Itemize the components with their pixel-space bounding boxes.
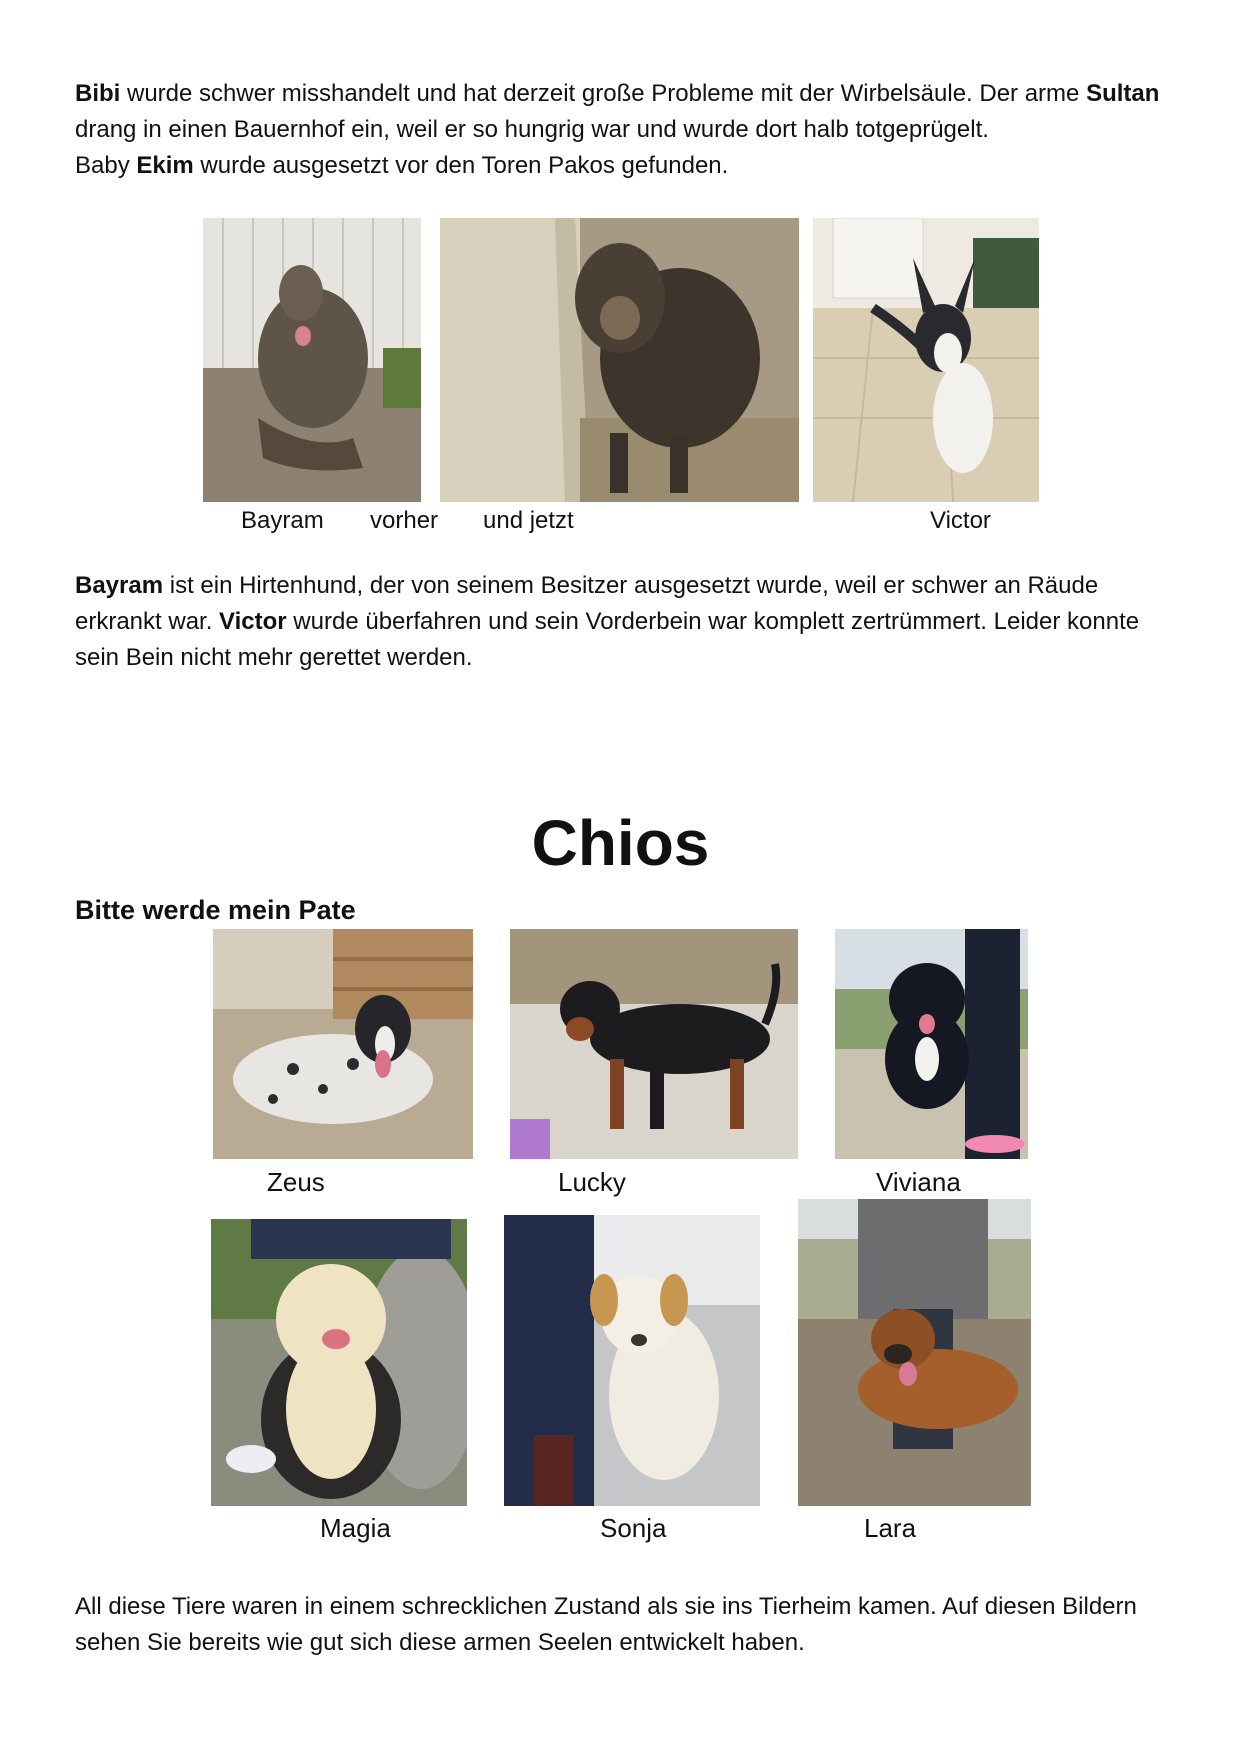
name-bibi: Bibi bbox=[75, 80, 121, 107]
photo-sonja bbox=[504, 1215, 760, 1506]
caption-bayram: Bayram bbox=[241, 507, 324, 534]
photo-bayram-before bbox=[203, 218, 421, 502]
name-ekim: Ekim bbox=[136, 152, 194, 179]
caption-sonja: Sonja bbox=[600, 1513, 667, 1543]
photo-lara bbox=[798, 1199, 1031, 1506]
caption-lara: Lara bbox=[864, 1513, 917, 1543]
name-sultan: Sultan bbox=[1086, 80, 1160, 107]
intro-paragraph: Bibi wurde schwer misshandelt und hat derzeit große Probleme mit der Wirbelsäule. Der arme Sultan drang in einen Bauernhof ein, weil er so hungrig war und wurde dort halb totgeprügelt. Baby Ekim wurde ausgesetzt vor den Toren Pakos gefunden. bbox=[75, 80, 1160, 179]
caption-magia: Magia bbox=[320, 1513, 391, 1543]
bayram-victor-paragraph: Bayram ist ein Hirtenhund, der von seinem Besitzer ausgesetzt wurde, weil er schwer an Räude erkrankt war. Victor wurde überfahren und sein Vorderbein war komplett zertrümmert. Leider konnte sein Bein nicht mehr gerettet werden. bbox=[75, 572, 1140, 671]
photo-lucky bbox=[510, 929, 798, 1159]
sponsor-subheading: Bitte werde mein Pate bbox=[75, 895, 356, 925]
caption-zeus: Zeus bbox=[267, 1167, 325, 1197]
name-victor: Victor bbox=[219, 608, 287, 635]
closing-paragraph: All diese Tiere waren in einem schrecklichen Zustand als sie ins Tierheim kamen. Auf diesen Bildern sehen Sie bereits wie gut sich diese armen Seelen entwickelt haben. bbox=[75, 1593, 1137, 1656]
photo-bayram-after bbox=[440, 218, 799, 502]
caption-lucky: Lucky bbox=[558, 1167, 626, 1197]
photo-zeus bbox=[213, 929, 473, 1159]
photo-magia bbox=[211, 1219, 467, 1506]
caption-vorher: vorher bbox=[370, 507, 439, 534]
photo-victor bbox=[813, 218, 1039, 502]
caption-viviana: Viviana bbox=[876, 1167, 961, 1197]
caption-victor: Victor bbox=[930, 507, 991, 534]
chios-heading: Chios bbox=[531, 807, 710, 879]
name-bayram: Bayram bbox=[75, 572, 164, 599]
photo-viviana bbox=[835, 929, 1028, 1159]
caption-und-jetzt: und jetzt bbox=[483, 507, 574, 534]
